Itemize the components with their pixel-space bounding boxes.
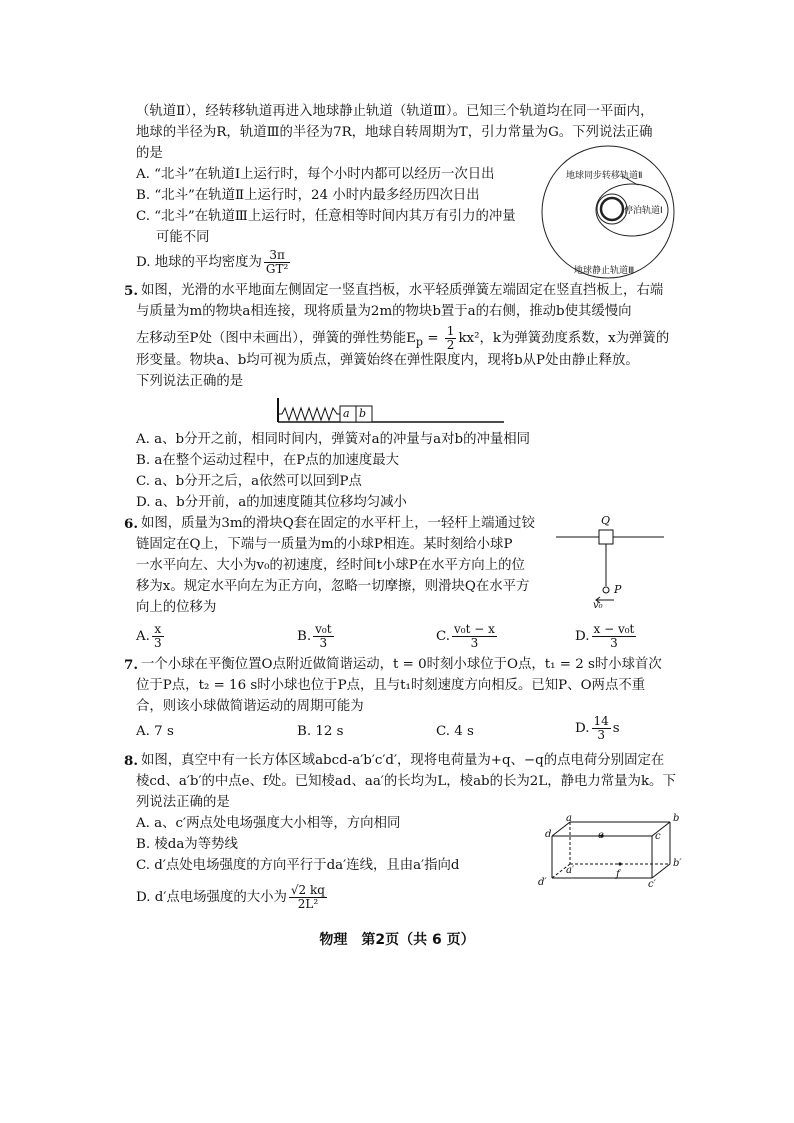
q8-option-d-den: 2L²: [297, 897, 319, 911]
q7-stem-line1: 一个小球在平衡位置O点附近做简谐运动，t = 0时刻小球位于O点，t₁ = 2 s时小球首次: [141, 657, 662, 672]
q4-stem-line3: 的是: [136, 146, 163, 161]
vertex-c-label: c: [655, 831, 661, 842]
q6-option-a-letter: A.: [136, 629, 150, 644]
q5-half-fraction: [445, 325, 457, 352]
q5-stem-line5: 下列说法正确的是: [136, 374, 244, 389]
q5-option-c: C. a、b分开之后，a依然可以回到P点: [136, 474, 362, 489]
q4-option-d-prefix: D. 地球的平均密度为: [136, 255, 262, 270]
vertex-b-label: b: [673, 813, 680, 824]
ball-p: [603, 587, 609, 593]
q4-stem-line2: 地球的半径为R，轨道Ⅲ的半径为7R，地球自转周期为T，引力常量为G。下列说法正确: [136, 125, 653, 140]
vertex-d-label: d: [545, 829, 552, 840]
q6-number: 6.: [124, 516, 138, 532]
q8-option-d-num: √2 kq: [290, 883, 325, 897]
parking-orbit-label: 停泊轨道Ⅰ: [624, 206, 663, 216]
q8-option-d-prefix: D. d′点电场强度的大小为: [136, 890, 287, 905]
q5-stem-line3-b: kx²，k为弹簧劲度系数，x为弹簧的: [458, 331, 670, 346]
q4-density-denominator: GT²: [265, 262, 289, 276]
slider-q-label: Q: [601, 514, 611, 527]
q6-option-d-letter: D.: [575, 629, 590, 644]
midpoint-e-label: e: [598, 830, 604, 841]
v0-label: v₀: [593, 600, 603, 611]
q4-density-fraction: [264, 249, 290, 276]
q5-stem-line4: 形变量。物块a、b均可视为质点，弹簧始终在弹性限度内，现将b从P处由静止释放。: [136, 353, 639, 368]
q7-stem-line2: 位于P点，t₂ = 16 s时小球也位于P点，且与t₁时刻速度方向相反。已知P、O两点不重: [136, 678, 646, 693]
q6-option-b-num: v₀t: [315, 622, 332, 636]
vertex-d-prime-label: d′: [538, 877, 547, 888]
page-footer: 物理 第2页（共 6 页）: [319, 932, 475, 948]
q6-stem-line4: 移为x。规定水平向左为正方向，忽略一切摩擦，则滑块Q在水平方: [136, 579, 530, 594]
q7-option-d-fraction: [592, 715, 611, 742]
q5-option-a: A. a、b分开之前，相同时间内，弹簧对a的冲量与a对b的冲量相同: [136, 432, 531, 447]
q6-option-b-den: 3: [319, 636, 328, 650]
vertex-a-label: a: [566, 813, 572, 824]
q5-option-d: D. a、b分开前，a的加速度随其位移均匀减小: [136, 495, 407, 510]
q4-stem-line1: （轨道Ⅱ），经转移轨道再进入地球静止轨道（轨道Ⅲ）。已知三个轨道均在同一平面内，: [136, 104, 654, 119]
q5-equals: =: [423, 331, 443, 346]
vertex-a-prime-label: a′: [566, 865, 575, 876]
block-a-label: a: [343, 407, 350, 420]
block-b-label: b: [359, 407, 367, 420]
spring-coil: [278, 408, 340, 420]
q8-option-d: [136, 884, 329, 911]
q7-option-d-unit: s: [612, 721, 620, 736]
slider-q: [599, 530, 613, 544]
q4-option-b: B. “北斗”在轨道Ⅱ上运行时，24 小时内最多经历四次日出: [136, 188, 480, 203]
q8-number: 8.: [124, 753, 138, 769]
vertex-b-prime-label: b′: [673, 858, 682, 869]
q5-option-b: B. a在整个运动过程中，在P点的加速度最大: [136, 453, 399, 468]
midpoint-f-label: f: [616, 869, 620, 880]
transfer-orbit-label: 地球同步转移轨道Ⅱ: [566, 171, 643, 181]
q6-stem-line1: 如图，质量为3m的滑块Q套在固定的水平杆上，一轻杆上端通过铰: [141, 516, 535, 531]
q7-option-d-letter: D.: [575, 721, 590, 736]
q6-stem-line2: 链固定在Q上，下端与一质量为m的小球P相连。某时刻给小球P: [136, 537, 513, 552]
q6-option-d: [575, 623, 638, 650]
q4-option-c-line2: 可能不同: [156, 230, 210, 245]
q7-number: 7.: [124, 657, 138, 673]
q5-stem-line2: 与质量为m的物块a相连接，现将质量为2m的物块b置于a的右侧，推动b使其缓慢向: [136, 304, 632, 319]
q4-option-a: A. “北斗”在轨道Ⅰ上运行时，每个小时内都可以经历一次日出: [136, 167, 495, 182]
q4-option-d: [136, 249, 292, 276]
q5-stem-line3: [136, 325, 669, 352]
q7-option-d-den: 3: [597, 728, 605, 742]
q7-option-c: C. 4 s: [436, 724, 474, 739]
q6-option-a-fraction: [152, 623, 164, 650]
q6-option-b-letter: B.: [297, 629, 312, 644]
q8-option-a: A. a、c′两点处电场强度大小相等，方向相同: [136, 816, 401, 831]
vertex-c-prime-label: c′: [648, 879, 656, 890]
ball-p-label: P: [614, 583, 622, 596]
q6-option-c-fraction: [452, 623, 497, 650]
q6-option-a-num: x: [152, 623, 164, 637]
q8-option-c: C. d′点处电场强度的方向平行于da′连线，且由a′指向d: [136, 858, 460, 873]
q7-stem-line3: 合，则该小球做简谐运动的周期可能为: [136, 699, 364, 714]
q8-stem-line2: 棱cd、a′b′的中点e、f处。已知棱ad、aa′的长均为L，棱ab的长为2L，静电力常量为k。下: [136, 774, 676, 789]
q5-stem-line1: 如图，光滑的水平地面左侧固定一竖直挡板，水平轻质弹簧左端固定在竖直挡板上，右端: [141, 283, 664, 298]
q7-option-a: A. 7 s: [136, 724, 174, 739]
q4-density-numerator: 3π: [264, 249, 290, 263]
q5-ep-subscript: p: [415, 335, 424, 349]
q6-option-c: [436, 623, 499, 650]
q8-cuboid-figure: [540, 812, 680, 892]
q6-option-d-den: 3: [610, 636, 618, 650]
geo-orbit-label: 地球静止轨道Ⅲ: [574, 266, 635, 276]
q5-spring-figure: [276, 398, 506, 426]
q4-option-c-line1: C. “北斗”在轨道Ⅲ上运行时，任意相等时间内其万有引力的冲量: [136, 209, 516, 224]
q6-option-a-den: 3: [153, 636, 162, 650]
q8-stem-line3: 列说法正确的是: [136, 795, 230, 810]
q6-option-b: [297, 623, 336, 650]
q5-half-denominator: 2: [446, 338, 455, 352]
q5-half-numerator: 1: [446, 324, 455, 338]
q6-option-b-fraction: [313, 623, 333, 650]
q7-option-b: B. 12 s: [297, 724, 344, 739]
q6-option-a: [136, 623, 166, 650]
q7-option-d-num: 14: [593, 714, 609, 728]
q6-slider-figure: [556, 520, 666, 620]
q8-option-b: B. 棱da为等势线: [136, 837, 238, 852]
q7-option-d: [575, 715, 620, 742]
q6-stem-line5: 向上的位移为: [136, 600, 217, 615]
q8-stem-line1: 如图，真空中有一长方体区域abcd-a′b′c′d′，现将电荷量为+q、−q的点电荷分别固定在: [141, 753, 665, 768]
q6-option-c-den: 3: [470, 636, 479, 650]
q6-stem-line3: 一水平向左、大小为v₀的初速度，经时间t小球P在水平方向上的位: [136, 558, 525, 573]
q8-option-d-fraction: [289, 884, 327, 911]
q6-option-d-fraction: [592, 623, 637, 650]
q6-option-d-num: x − v₀t: [593, 622, 635, 636]
q6-option-c-num: v₀t − x: [454, 622, 495, 636]
q5-stem-line3-a: 左移动至P处（图中未画出），弹簧的弹性势能E: [136, 331, 416, 346]
earth-circle: [601, 198, 623, 220]
q6-option-c-letter: C.: [436, 629, 451, 644]
q5-number: 5.: [124, 283, 138, 299]
